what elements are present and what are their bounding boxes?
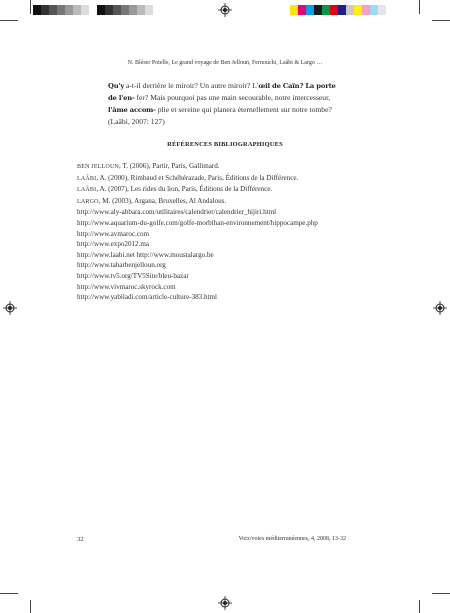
color-swatch [314, 5, 322, 15]
color-swatch [298, 5, 306, 15]
reference-author: BEN JELLOUN [77, 164, 120, 170]
reference-entry [77, 161, 377, 173]
color-swatch [65, 5, 73, 15]
paragraph-decorative-2: l'âme accom- [108, 106, 156, 114]
color-swatch [97, 5, 105, 15]
paragraph-lead: Qu'y [108, 82, 125, 90]
reference-author: LARGO [77, 198, 99, 205]
crop-mark [419, 0, 420, 14]
reference-details: , M. (2003), Argana, Bruxelles, Al Andalous. [98, 196, 227, 205]
color-swatch [57, 5, 65, 15]
references-heading: RÉFÉRENCES BIBLIOGRAPHIQUES [167, 141, 283, 148]
color-swatch [41, 5, 49, 15]
printer-color-bar-color [290, 5, 386, 15]
color-swatch [81, 5, 89, 15]
reference-url[interactable]: http://www.yabiladi.com/article-culture-383.html [77, 293, 217, 302]
reference-url[interactable]: http://www.taharbenjelloun.org [77, 261, 166, 270]
reference-details: , A. (2000), Rimbaud et Schéhérazade, Paris, Éditions de la Différence. [96, 173, 299, 182]
crop-mark [419, 600, 420, 613]
color-swatch [290, 5, 298, 15]
color-swatch [330, 5, 338, 15]
paragraph-text-3: plie et sereine qui planera éternellement sur notre tombe? (Laâbi, 2007: 127) [108, 105, 332, 126]
journal-citation: Voix/voies méditerranéennes, 4, 2008, 13-32 [238, 536, 346, 542]
color-swatch [370, 5, 378, 15]
paragraph-text-1: a-t-il derrière le miroir? Un autre miroir? L' [126, 81, 259, 90]
registration-mark-icon [218, 596, 232, 610]
body-paragraph [108, 80, 346, 127]
crop-mark [432, 20, 450, 21]
reference-url[interactable]: http://www.tv5.org/TV5Site/bleu-bazar [77, 271, 189, 280]
color-swatch [121, 5, 129, 15]
reference-entry [77, 196, 377, 208]
crop-mark [432, 593, 450, 594]
color-swatch [129, 5, 137, 15]
color-swatch [73, 5, 81, 15]
paragraph-decorative-1: œil de Caïn? La porte de l'en- [108, 82, 336, 102]
crop-mark [0, 20, 18, 21]
reference-entry [77, 173, 377, 185]
color-swatch [354, 5, 362, 15]
color-swatch [89, 5, 97, 15]
page-number: 32 [77, 536, 84, 543]
color-swatch [378, 5, 386, 15]
printer-color-bar-grayscale [33, 5, 153, 15]
color-swatch [338, 5, 346, 15]
crop-mark [0, 593, 18, 594]
color-swatch [137, 5, 145, 15]
references-list [77, 161, 377, 303]
color-swatch [105, 5, 113, 15]
reference-url[interactable]: http://www.laabi.net http://www.moustalargo.be [77, 250, 214, 259]
reference-url[interactable]: http://www.avmaroc.com [77, 229, 150, 238]
reference-url[interactable]: http://www.aly-abbara.com/utilitaires/calendrier/calendrier_hijiri.html [77, 208, 277, 217]
registration-mark-icon [3, 301, 17, 315]
crop-mark [30, 600, 31, 613]
reference-entry [77, 184, 377, 196]
reference-author: LAÂBI [77, 175, 97, 182]
color-swatch [346, 5, 354, 15]
color-swatch [306, 5, 314, 15]
color-swatch [322, 5, 330, 15]
color-swatch [362, 5, 370, 15]
color-swatch [49, 5, 57, 15]
registration-mark-icon [433, 301, 447, 315]
reference-details: , A. (2007), Les rides du lion, Paris, Éditions de la Différence. [96, 185, 273, 194]
running-header: N. Bléser Potelle, Le grand voyage de Ben Jelloun, Fernouchi, Laâbi & Largo … [127, 60, 323, 66]
reference-url[interactable]: http://www.aquarium-du-golfe.com/golfe-morbihan-environnement/hippocampe.php [77, 218, 318, 227]
reference-url[interactable]: http://www.vivmaroc.skyrock.com [77, 282, 176, 291]
reference-url[interactable]: http://www.expo2012.ma [77, 240, 150, 249]
color-swatch [33, 5, 41, 15]
paragraph-text-2: fer? Mais pourquoi pas une main secourable, notre intercesseur, [136, 93, 331, 102]
reference-details: , T. (2006), Partir, Paris, Gallimard. [119, 162, 220, 170]
crop-mark [30, 0, 31, 14]
reference-author: LAÂBI [77, 187, 97, 194]
color-swatch [113, 5, 121, 15]
color-swatch [145, 5, 153, 15]
registration-mark-icon [218, 3, 232, 17]
